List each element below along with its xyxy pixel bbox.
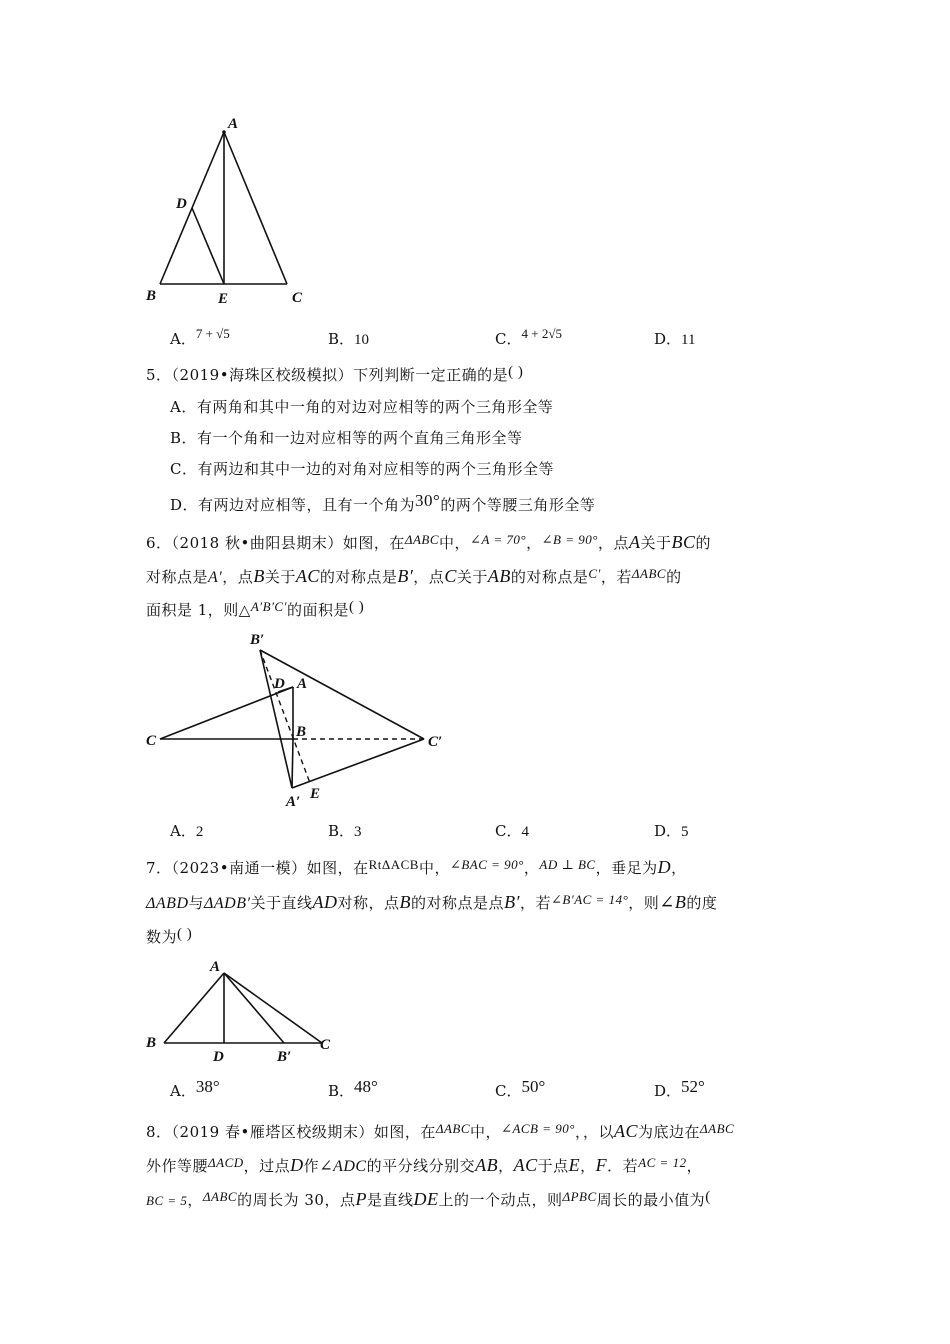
q6-option-d[interactable]: D．5 bbox=[654, 822, 689, 840]
q7-line3: 数为( ) bbox=[146, 926, 193, 946]
label-A: A bbox=[210, 959, 221, 975]
q6-line1: 6．（2018 秋•曲阳县期末）如图，在ΔABC中，∠A = 70°，∠B = 90°，点A关于BC的 bbox=[146, 532, 712, 552]
q6-option-a[interactable]: A．2 bbox=[170, 822, 204, 840]
q6-option-c[interactable]: C．4 bbox=[495, 822, 529, 840]
q7-option-c[interactable]: C．50° bbox=[495, 1077, 546, 1100]
q4-option-d[interactable]: D．11 bbox=[654, 330, 696, 348]
label-B1: B′ bbox=[277, 1049, 292, 1065]
q4-option-b[interactable]: B．10 bbox=[328, 330, 370, 348]
q6-option-b[interactable]: B．3 bbox=[328, 822, 362, 840]
label-D: D bbox=[176, 196, 187, 212]
q5-stem: 5．（2019•海珠区校级模拟）下列判断一定正确的是( ) bbox=[146, 364, 524, 384]
q8-line3: BC = 5，ΔABC的周长为 30，点P是直线DE上的一个动点，则ΔPBC周长的最小值为( bbox=[146, 1189, 711, 1209]
label-C1: C′ bbox=[428, 734, 443, 750]
label-B: B bbox=[146, 288, 157, 304]
q7-line1: 7．（2023•南通一模）如图，在RtΔACB中，∠BAC = 90°，AD ⊥ BC，垂足为D， bbox=[146, 857, 687, 877]
q8-line1: 8．（2019 春•雁塔区校级期末）如图，在ΔABC中，∠ACB = 90°，，以AC为底边在ΔABC bbox=[146, 1121, 735, 1141]
q4-option-c[interactable]: C．4 + 2√5 bbox=[495, 326, 562, 348]
label-C: C bbox=[292, 290, 303, 306]
label-A: A bbox=[297, 676, 308, 692]
label-E: E bbox=[218, 291, 229, 307]
q6-line2: 对称点是A′，点B关于AC的对称点是B′，点C关于AB的对称点是C′，若ΔABC的 bbox=[146, 566, 682, 586]
label-B1: B′ bbox=[250, 632, 265, 648]
label-B: B bbox=[146, 1035, 157, 1051]
label-D: D bbox=[213, 1049, 224, 1065]
q5-option-a[interactable]: A．有两角和其中一角的对边对应相等的两个三角形全等 bbox=[170, 398, 554, 416]
figure-triangle-abc-de bbox=[140, 110, 320, 310]
q8-line2: 外作等腰ΔACD，过点D作∠ADC的平分线分别交AB，AC于点E，F．若AC = 12， bbox=[146, 1155, 703, 1175]
q5-option-d[interactable]: D．有两边对应相等，且有一个角为30°的两个等腰三角形全等 bbox=[170, 491, 596, 514]
q7-option-b[interactable]: B．48° bbox=[328, 1077, 378, 1100]
q7-option-a[interactable]: A．38° bbox=[170, 1077, 220, 1100]
label-A: A bbox=[228, 116, 239, 132]
figure-right-triangle-acb bbox=[140, 955, 350, 1065]
q4-option-a[interactable]: A．7 + √5 bbox=[170, 326, 230, 348]
label-D: D bbox=[274, 676, 285, 692]
q7-option-d[interactable]: D．52° bbox=[654, 1077, 705, 1100]
q5-option-c[interactable]: C．有两边和其中一边的对角对应相等的两个三角形全等 bbox=[170, 460, 554, 478]
q5-option-b[interactable]: B．有一个角和一边对应相等的两个直角三角形全等 bbox=[170, 429, 523, 447]
q7-line2: ΔABD与ΔADB′关于直线AD对称，点B的对称点是点B′，若∠B′AC = 14°，则∠B的度 bbox=[146, 892, 718, 912]
label-B: B bbox=[296, 724, 307, 740]
label-E: E bbox=[310, 786, 321, 802]
label-A1: A′ bbox=[286, 794, 301, 810]
label-C: C bbox=[146, 733, 157, 749]
q6-line3: 面积是 1，则△A′B′C′的面积是( ) bbox=[146, 599, 365, 619]
label-C: C bbox=[320, 1037, 331, 1053]
figure-reflection-triangles bbox=[140, 628, 460, 813]
